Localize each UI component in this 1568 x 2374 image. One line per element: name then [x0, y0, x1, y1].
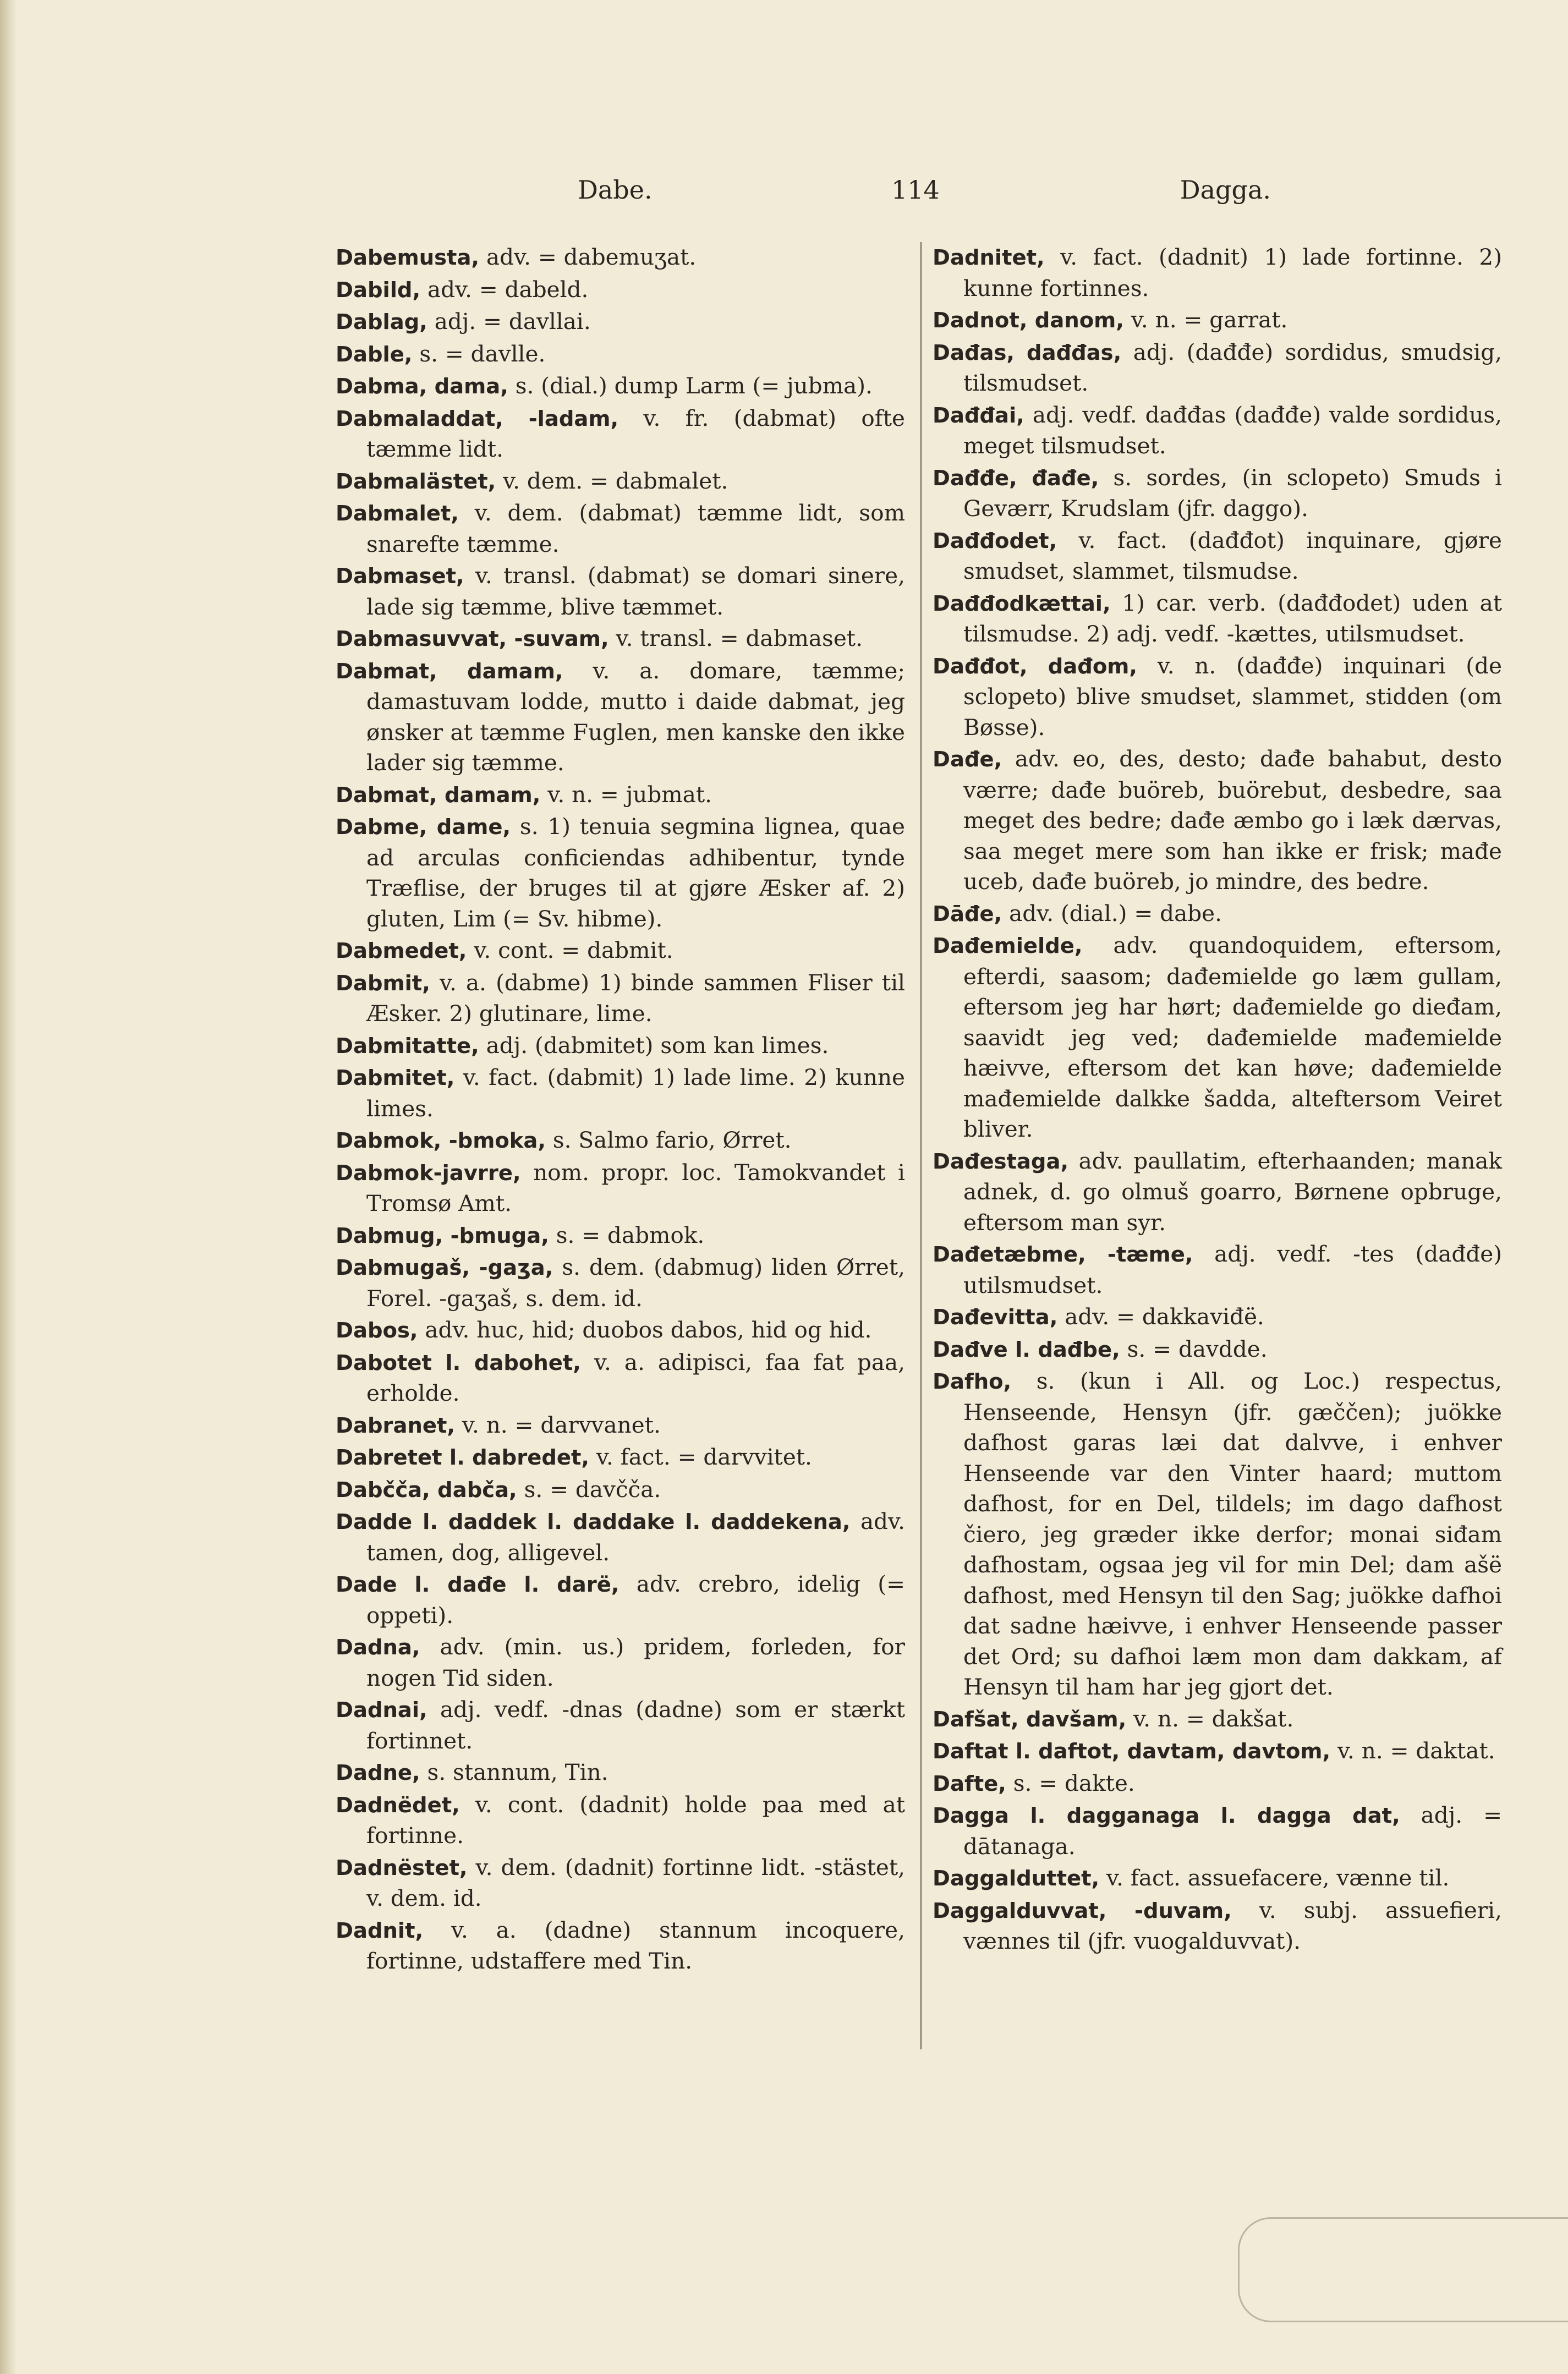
entry-definition: s. (kun i All. og Loc.) respectus, Henseende, Hensyn (jfr. gæččen); juökke dafhost garas læi dat dalvve, i enhver Henseende var den Vinter haard; muttom dafhost, for en Del, tildels; im dago dafhost čiero, jeg græder ikke derfor; monai siđam dafhostam, ogsaa jeg vil for min Del; dam ašë dafhost, med Hensyn til den Sag; juökke dafhoi dat sadne hæivve, i enhver Henseende passer det Ord; su dafhoi læm mon dam dakkam, af Hensyn til ham har jeg gjort det.	[963, 1368, 1502, 1700]
entry-headword: Dade l. dađe l. darë,	[336, 1572, 619, 1597]
entry-definition: adv. quandoquidem, eftersom, efterdi, saasom; dađemielde go læm gullam, eftersom jeg har hørt; dađemielde go dieđam, saavidt jeg ved; dađemielde mađemielde hæivve, eftersom det kan høve; dađemielde mađemielde dalkke šadda, alteftersom Veiret bliver.	[963, 932, 1502, 1142]
entry-definition: adj. vedf. -tes (dađđe) utilsmudset.	[963, 1241, 1502, 1298]
dictionary-entry	[336, 561, 905, 622]
entry-headword: Dabmalet,	[336, 501, 459, 526]
entry-definition: adv. = dabeld.	[427, 276, 589, 303]
entry-definition: adj. vedf. dađđas (dađđe) valde sordidus, meget tilsmudset.	[963, 401, 1502, 459]
dictionary-entry	[336, 780, 905, 811]
dictionary-entry	[933, 525, 1502, 587]
dictionary-entry	[336, 498, 905, 560]
entry-definition: v. subj. assuefieri, vænnes til (jfr. vuogalduvvat).	[963, 1896, 1502, 1954]
page-edge	[0, 0, 17, 2374]
entry-headword: Dabmitatte,	[336, 1033, 479, 1059]
dictionary-entry	[336, 1315, 905, 1346]
dictionary-entry	[336, 1474, 905, 1506]
entry-headword: Dadne,	[336, 1761, 420, 1785]
entry-definition: adv. (dial.) = dabe.	[1009, 900, 1222, 926]
entry-headword: Dabmug, -bmuga,	[336, 1223, 549, 1248]
entry-headword: Dāđe,	[933, 901, 1002, 926]
entry-headword: Daggalduvvat, -duvam,	[933, 1898, 1232, 1923]
dictionary-entry	[933, 463, 1502, 524]
right-column	[933, 242, 1502, 1958]
entry-headword: Dabmasuvvat, -suvam,	[336, 627, 609, 651]
entry-definition: adj. = davllai.	[434, 308, 591, 335]
entry-definition: v. fact. = darvvitet.	[596, 1444, 812, 1470]
left-column	[336, 242, 905, 1978]
entry-headword: Dađevitta,	[933, 1305, 1058, 1330]
entry-headword: Dađemielde,	[933, 934, 1083, 958]
entry-headword: Dabmaladdat, -ladam,	[336, 406, 619, 431]
entry-definition: v. a. (dabme) 1) binde sammen Fliser til Æsker. 2) glutinare, lime.	[366, 969, 905, 1027]
entry-definition: v. cont. (dadnit) holde paa med at fortinne.	[366, 1791, 905, 1849]
dictionary-entry	[336, 1347, 905, 1409]
entry-headword: Daftat l. daftot, davtam, davtom,	[933, 1739, 1331, 1764]
entry-headword: Daggalduttet,	[933, 1866, 1100, 1891]
entry-definition: v. fact. assuefacere, vænne til.	[1106, 1865, 1450, 1891]
dictionary-entry	[933, 1704, 1502, 1735]
entry-definition: v. dem. (dabmat) tæmme lidt, som snarefte tæmme.	[366, 500, 905, 557]
entry-definition: adv. = dabemuʒat.	[486, 244, 697, 270]
entry-headword: Dabmugaš, -gaʒa,	[336, 1255, 553, 1280]
dictionary-entry	[336, 403, 905, 465]
dictionary-entry	[933, 588, 1502, 650]
entry-definition: adj. vedf. -dnas (dadne) som er stærkt fortinnet.	[366, 1696, 906, 1754]
entry-definition: adv. huc, hid; duobos dabos, hid og hid.	[425, 1317, 872, 1343]
entry-headword: Dabmitet,	[336, 1066, 455, 1090]
dictionary-entry	[336, 1757, 905, 1789]
entry-definition: adv. = dakkaviđë.	[1065, 1303, 1264, 1330]
entry-headword: Dađetæbme, -tæme,	[933, 1242, 1193, 1267]
entry-definition: s. = dakte.	[1013, 1769, 1135, 1796]
entry-definition: v. n. = darvvanet.	[462, 1411, 661, 1438]
entry-headword: Dabmat, damam,	[336, 782, 541, 808]
entry-definition: v. transl. = dabmaset.	[616, 625, 863, 651]
entry-headword: Dabmat, damam,	[336, 659, 563, 684]
entry-definition: adv. (min. us.) pridem, forleden, for nogen Tid siden.	[366, 1633, 905, 1691]
entry-definition: nom. propr. loc. Tamokvandet i Tromsø Amt.	[366, 1159, 905, 1216]
dictionary-entry	[336, 1632, 905, 1693]
dictionary-entry	[336, 242, 905, 273]
entry-definition: v. fact. (dadnit) 1) lade fortinne. 2) kunne fortinnes.	[963, 244, 1503, 301]
dictionary-entry	[933, 1302, 1502, 1333]
entry-definition: adv. tamen, dog, alligevel.	[366, 1508, 906, 1566]
entry-definition: v. fr. (dabmat) ofte tæmme lidt.	[366, 404, 905, 462]
entry-definition: v. n. = jubmat.	[547, 781, 712, 808]
entry-definition: s. = davdde.	[1127, 1335, 1268, 1362]
entry-headword: Dabotet l. dabohet,	[336, 1350, 581, 1375]
entry-definition: adj. (dabmitet) som kan limes.	[486, 1032, 829, 1059]
dictionary-entry	[336, 1915, 905, 1977]
dictionary-entry	[336, 1158, 905, 1219]
entry-headword: Dabmit,	[336, 971, 430, 996]
entry-headword: Dablag,	[336, 310, 427, 335]
entry-headword: Dabmok-javrre,	[336, 1160, 521, 1186]
entry-headword: Dađe,	[933, 747, 1002, 772]
entry-headword: Dađđe, đađe,	[933, 465, 1099, 491]
entry-definition: v. n. = daktat.	[1337, 1737, 1495, 1764]
running-header	[556, 175, 1276, 208]
dictionary-entry	[933, 1366, 1502, 1703]
dictionary-entry	[336, 275, 905, 306]
entry-headword: Dabos,	[336, 1318, 418, 1343]
entry-definition: v. transl. (dabmat) se domari sinere, lade sig tæmme, blive tæmmet.	[366, 562, 905, 620]
entry-definition: s. Salmo fario, Ørret.	[552, 1127, 792, 1153]
entry-definition: s. = davčča.	[524, 1476, 661, 1503]
entry-headword: Dadnai,	[336, 1698, 427, 1723]
entry-headword: Dafho,	[933, 1369, 1012, 1394]
entry-definition: adj. (dađđe) sordidus, smudsig, tilsmudset.	[963, 338, 1503, 396]
entry-headword: Dabma, dama,	[336, 374, 508, 399]
dictionary-entry	[933, 930, 1502, 1145]
entry-headword: Dadnitet,	[933, 245, 1045, 270]
entry-headword: Dađđot, dađom,	[933, 654, 1138, 679]
dictionary-entry	[336, 1062, 905, 1124]
entry-definition: v. a. domare, tæmme; damastuvam lodde, mutto i daide dabmat, jeg ønsker at tæmme Fuglen, men kanske den ikke lader sig tæmme.	[366, 657, 905, 776]
entry-definition: adv. paullatim, efterhaanden; manak adnek, d. go olmuš goarro, Børnene opbruge, eftersom man syr.	[963, 1147, 1502, 1236]
page-number: 114	[891, 175, 940, 205]
dictionary-entry	[336, 339, 905, 370]
entry-headword: Dable,	[336, 342, 413, 367]
dictionary-entry	[933, 1146, 1502, 1238]
entry-headword: Dabmedet,	[336, 939, 467, 963]
entry-headword: Dadnit,	[336, 1918, 424, 1943]
dictionary-entry	[336, 1506, 905, 1568]
entry-headword: Dafte,	[933, 1771, 1006, 1796]
entry-headword: Dabild,	[336, 277, 421, 303]
dictionary-entry	[336, 1695, 905, 1756]
entry-definition: v. fact. (dabmit) 1) lade lime. 2) kunne limes.	[366, 1064, 905, 1122]
library-stamp-outline	[1238, 2217, 1568, 2322]
dictionary-entry	[933, 898, 1502, 930]
entry-headword: Dabmok, -bmoka,	[336, 1128, 546, 1153]
entry-definition: s. dem. (dabmug) liden Ørret, Forel. -gaʒaš, s. dem. id.	[366, 1254, 905, 1312]
entry-definition: v. n. (dađđe) inquinari (de sclopeto) blive smudset, slammet, stidden (om Bøsse).	[963, 652, 1502, 741]
dictionary-entry	[933, 337, 1502, 399]
dictionary-entry	[336, 371, 905, 402]
entry-headword: Dagga l. dagganaga l. dagga dat,	[933, 1803, 1400, 1828]
dictionary-entry	[336, 1569, 905, 1631]
entry-definition: s. 1) tenuia segmina lignea, quae ad arculas conficiendas adhibentur, tynde Træflise, der bruges til at gjøre Æsker af. 2) gluten, Lim (= Sv. hibme).	[366, 813, 905, 932]
entry-headword: Dabčča, dabča,	[336, 1477, 517, 1503]
entry-definition: v. n. = dakšat.	[1133, 1705, 1294, 1732]
entry-headword: Dadnëstet,	[336, 1855, 468, 1880]
entry-headword: Dađđai,	[933, 403, 1024, 428]
entry-definition: v. n. = garrat.	[1131, 306, 1288, 333]
column-divider	[920, 242, 922, 2049]
dictionary-entry	[336, 1125, 905, 1156]
entry-definition: v. fact. (dađđot) inquinare, gjøre smudset, slammet, tilsmudse.	[963, 527, 1503, 584]
entry-definition: adv. crebro, idelig (= oppeti).	[366, 1571, 906, 1629]
dictionary-entry	[933, 651, 1502, 743]
dictionary-entry	[933, 400, 1502, 462]
entry-definition: v. cont. = dabmit.	[474, 937, 673, 963]
entry-headword: Dabretet l. dabredet,	[336, 1445, 590, 1470]
entry-definition: s. sordes, (in sclopeto) Smuds i Geværr, Krudslam (jfr. daggo).	[963, 464, 1502, 522]
dictionary-entry	[933, 1895, 1502, 1957]
entry-definition: v. a. adipisci, faa fat paa, erholde.	[366, 1348, 905, 1406]
entry-headword: Dabranet,	[336, 1413, 456, 1438]
entry-definition: s. stannum, Tin.	[427, 1759, 608, 1785]
entry-headword: Dađas, dađđas,	[933, 340, 1122, 365]
dictionary-entry	[933, 1768, 1502, 1800]
dictionary-entry	[336, 1252, 905, 1314]
dictionary-entry	[933, 305, 1502, 336]
entry-headword: Dabmalästet,	[336, 469, 496, 494]
entry-definition: 1) car. verb. (dađđodet) uden at tilsmudse. 2) adj. vedf. -kættes, utilsmudset.	[963, 589, 1502, 647]
dictionary-entry	[933, 1239, 1502, 1301]
dictionary-entry	[336, 466, 905, 497]
dictionary-entry	[336, 968, 905, 1029]
dictionary-entry	[336, 1852, 905, 1914]
entry-headword: Dađđodkættai,	[933, 591, 1111, 616]
dictionary-entry	[933, 1800, 1502, 1862]
entry-headword: Dadnëdet,	[336, 1792, 460, 1818]
dictionary-entry	[336, 1220, 905, 1252]
entry-headword: Dađestaga,	[933, 1149, 1069, 1174]
entry-headword: Dadnot, danom,	[933, 308, 1124, 333]
entry-headword: Dadna,	[336, 1635, 420, 1660]
entry-headword: Dafšat, davšam,	[933, 1707, 1127, 1732]
dictionary-entry	[336, 306, 905, 338]
dictionary-entry	[933, 242, 1502, 304]
header-left-guide-word: Dabe.	[578, 175, 653, 205]
entry-headword: Dađve l. dađbe,	[933, 1337, 1120, 1362]
dictionary-entry	[933, 1334, 1502, 1366]
dictionary-entry	[336, 1790, 905, 1851]
dictionary-entry	[336, 623, 905, 655]
entry-definition: adj. = dātanaga.	[963, 1802, 1502, 1860]
dictionary-entry	[336, 1030, 905, 1062]
entry-definition: v. dem. (dadnit) fortinne lidt. -stästet, v. dem. id.	[366, 1854, 905, 1911]
header-right-guide-word: Dagga.	[1180, 175, 1271, 205]
entry-definition: s. = davlle.	[419, 340, 546, 367]
dictionary-entry	[933, 744, 1502, 897]
dictionary-entry	[336, 656, 905, 778]
entry-headword: Dadde l. daddek l. daddake l. daddekena,	[336, 1510, 851, 1534]
entry-definition: s. = dabmok.	[556, 1221, 705, 1248]
entry-definition: adv. eo, des, desto; dađe bahabut, desto værre; dađe buöreb, buörebut, desbedre, saa meget des bedre; dađe æmbo go i læk dærvas, saa meget mere som han ikke er frisk; mađe uceb, dađe buöreb, jo mindre, des bedre.	[963, 745, 1503, 895]
entry-headword: Dabme, dame,	[336, 815, 511, 840]
dictionary-entry	[933, 1736, 1502, 1767]
entry-definition: s. (dial.) dump Larm (= jubma).	[515, 372, 873, 399]
entry-definition: v. dem. = dabmalet.	[503, 467, 728, 494]
entry-headword: Dađđodet,	[933, 528, 1057, 553]
entry-headword: Dabemusta,	[336, 245, 480, 270]
entry-headword: Dabmaset,	[336, 564, 464, 589]
dictionary-entry	[933, 1863, 1502, 1894]
dictionary-entry	[336, 812, 905, 934]
dictionary-entry	[336, 935, 905, 967]
dictionary-entry	[336, 1442, 905, 1473]
entry-definition: v. a. (dadne) stannum incoquere, fortinne, udstaffere med Tin.	[366, 1916, 905, 1974]
dictionary-entry	[336, 1410, 905, 1441]
